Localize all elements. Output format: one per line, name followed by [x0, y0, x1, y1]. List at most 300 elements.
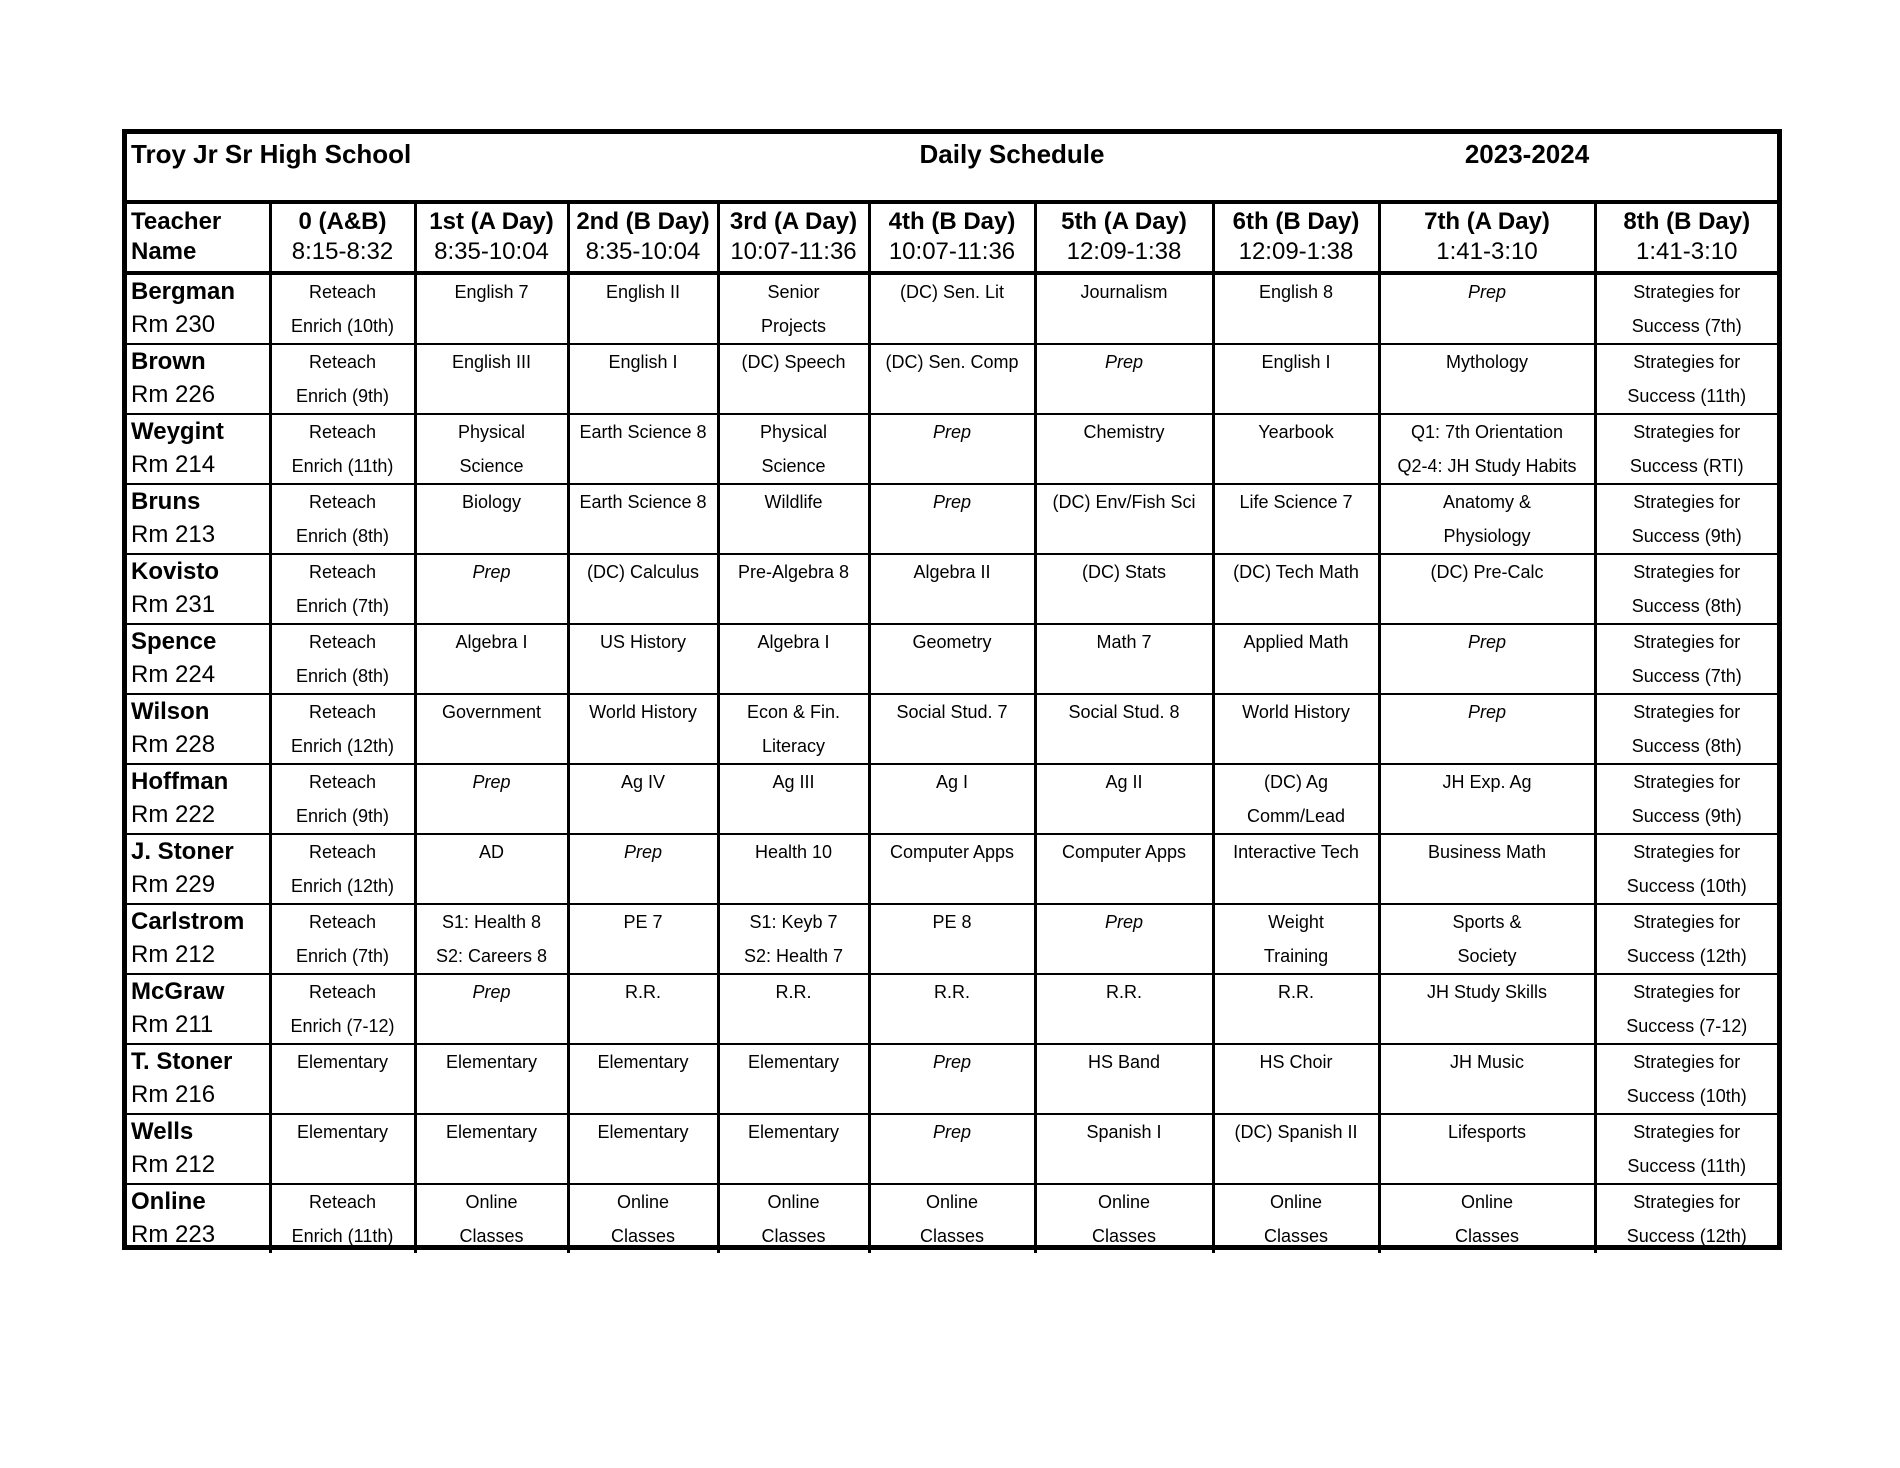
class-text: Business Math: [1427, 842, 1547, 862]
class-text: JH Music: [1449, 1052, 1524, 1072]
class-text: Prep: [1467, 632, 1507, 652]
schedule-body: [127, 273, 1777, 1253]
class-cell: [1035, 1044, 1213, 1114]
class-text: Lifesports: [1447, 1122, 1527, 1142]
class-cell: [1035, 554, 1213, 624]
class-text: English I: [608, 352, 678, 372]
class-text: Enrich (9th): [295, 806, 390, 826]
class-cell: [1595, 624, 1777, 694]
class-text: Reteach: [308, 352, 377, 372]
class-text: Classes: [919, 1226, 985, 1246]
class-cell: [1213, 764, 1379, 834]
class-text: Classes: [459, 1226, 524, 1246]
teacher-cell: [127, 273, 270, 344]
class-cell: [415, 694, 568, 764]
class-cell: [1213, 1184, 1379, 1253]
class-text: Reteach: [308, 492, 377, 512]
class-cell: [1035, 1184, 1213, 1253]
teacher-name: McGraw: [131, 978, 225, 1005]
class-text: Elementary: [296, 1122, 389, 1142]
class-text: Enrich (7th): [295, 946, 390, 966]
class-text: Comm/Lead: [1246, 806, 1346, 826]
class-cell: [415, 834, 568, 904]
class-text: Strategies for: [1633, 912, 1741, 932]
class-text: Math 7: [1096, 632, 1152, 652]
teacher-room: Rm 222: [131, 801, 216, 828]
class-text: Success (11th): [1627, 386, 1747, 406]
class-cell: [270, 273, 415, 344]
class-text: Success (9th): [1631, 806, 1742, 826]
class-cell: [1213, 554, 1379, 624]
class-cell: [270, 834, 415, 904]
class-text: World History: [589, 702, 697, 722]
class-text: Computer Apps: [1061, 842, 1187, 862]
teacher-name: Wilson: [131, 698, 210, 725]
teacher-name: Brown: [131, 348, 206, 375]
class-cell: [270, 694, 415, 764]
class-text: Q2-4: JH Study Habits: [1397, 456, 1577, 476]
class-cell: [1213, 484, 1379, 554]
class-text: Reteach: [308, 282, 377, 302]
class-cell: [1213, 344, 1379, 414]
class-cell: [1035, 694, 1213, 764]
class-text: Strategies for: [1633, 1122, 1741, 1142]
teacher-room: Rm 229: [131, 871, 216, 898]
teacher-column-header: [127, 204, 270, 273]
class-text: Reteach: [308, 1192, 377, 1212]
class-text: Prep: [1104, 912, 1144, 932]
class-text: R.R.: [1278, 982, 1314, 1002]
class-text: (DC) Spanish II: [1234, 1122, 1358, 1142]
class-cell: [415, 1184, 568, 1253]
class-text: Mythology: [1445, 352, 1529, 372]
schedule-table-frame: [122, 129, 1782, 1250]
class-cell: [1595, 974, 1777, 1044]
class-text: Enrich (11th): [291, 1226, 394, 1246]
class-text: Success (10th): [1626, 876, 1747, 896]
teacher-room: Rm 212: [131, 1151, 216, 1178]
class-cell: [718, 694, 869, 764]
period-header-8: [1595, 204, 1777, 273]
class-text: Prep: [1467, 282, 1507, 302]
class-text: Prep: [932, 1122, 972, 1142]
class-text: Society: [1457, 946, 1517, 966]
class-text: Social Stud. 7: [896, 702, 1008, 722]
table-row: [127, 414, 1777, 484]
class-cell: [568, 834, 718, 904]
class-cell: [1035, 624, 1213, 694]
period-time: 1:41-3:10: [1436, 238, 1538, 265]
table-row: [127, 624, 1777, 694]
class-text: English III: [451, 352, 532, 372]
class-text: Enrich (9th): [295, 386, 390, 406]
class-text: Online: [616, 1192, 670, 1212]
teacher-room: Rm 230: [131, 311, 216, 338]
class-text: Elementary: [597, 1122, 689, 1142]
class-text: Algebra II: [913, 562, 991, 582]
period-label: 8th (B Day): [1623, 208, 1751, 235]
class-cell: [270, 1184, 415, 1253]
period-header-1: [415, 204, 568, 273]
class-cell: [1379, 834, 1595, 904]
period-time: 12:09-1:38: [1066, 238, 1182, 265]
class-text: R.R.: [1106, 982, 1142, 1002]
teacher-header-line1: Teacher: [131, 208, 222, 235]
class-cell: [270, 484, 415, 554]
class-cell: [869, 694, 1035, 764]
class-cell: [1379, 624, 1595, 694]
class-text: Prep: [1467, 702, 1507, 722]
class-cell: [869, 1114, 1035, 1184]
period-header-6: [1213, 204, 1379, 273]
class-text: R.R.: [934, 982, 970, 1002]
class-cell: [415, 624, 568, 694]
period-time: 12:09-1:38: [1238, 238, 1354, 265]
class-text: Success (7th): [1631, 666, 1742, 686]
class-text: (DC) Sen. Comp: [885, 352, 1019, 372]
class-cell: [270, 624, 415, 694]
class-text: Success (8th): [1631, 736, 1742, 756]
class-text: Senior: [767, 282, 820, 302]
class-text: Government: [441, 702, 542, 722]
class-cell: [415, 1044, 568, 1114]
class-cell: [568, 1114, 718, 1184]
period-time: 8:35-10:04: [585, 238, 701, 265]
class-cell: [1595, 1044, 1777, 1114]
class-cell: [869, 974, 1035, 1044]
period-time: 10:07-11:36: [730, 238, 857, 265]
class-cell: [415, 974, 568, 1044]
class-cell: [718, 904, 869, 974]
class-cell: [718, 834, 869, 904]
class-text: Elementary: [445, 1122, 538, 1142]
class-cell: [270, 414, 415, 484]
class-text: Physiology: [1443, 526, 1531, 546]
class-text: Strategies for: [1633, 1192, 1741, 1212]
class-cell: [1213, 904, 1379, 974]
class-text: (DC) Ag: [1263, 772, 1328, 792]
teacher-name: Kovisto: [131, 558, 220, 585]
class-cell: [1035, 1114, 1213, 1184]
class-cell: [568, 273, 718, 344]
period-label: 1st (A Day): [429, 208, 554, 235]
class-text: Reteach: [308, 912, 377, 932]
teacher-name: Weygint: [131, 418, 224, 445]
class-text: English II: [605, 282, 681, 302]
class-cell: [415, 904, 568, 974]
class-text: Spanish I: [1086, 1122, 1162, 1142]
class-cell: [869, 554, 1035, 624]
class-text: Ag II: [1105, 772, 1143, 792]
class-text: (DC) Stats: [1081, 562, 1166, 582]
schedule-grid: [127, 204, 1777, 1253]
class-cell: [1379, 484, 1595, 554]
class-text: Reteach: [308, 982, 377, 1002]
class-cell: [1213, 834, 1379, 904]
period-label: 4th (B Day): [888, 208, 1016, 235]
teacher-room: Rm 228: [131, 731, 216, 758]
class-text: Classes: [761, 1226, 826, 1246]
class-cell: [270, 974, 415, 1044]
period-label: 2nd (B Day): [576, 208, 710, 235]
class-cell: [718, 974, 869, 1044]
class-text: Success (7th): [1631, 316, 1742, 336]
class-cell: [869, 1184, 1035, 1253]
class-cell: [270, 1044, 415, 1114]
class-text: Strategies for: [1633, 492, 1741, 512]
class-text: Enrich (8th): [295, 666, 390, 686]
class-text: Social Stud. 8: [1068, 702, 1180, 722]
class-cell: [718, 624, 869, 694]
class-cell: [1379, 1114, 1595, 1184]
class-cell: [1035, 414, 1213, 484]
teacher-cell: [127, 694, 270, 764]
class-text: Success (RTI): [1629, 456, 1744, 476]
class-text: Strategies for: [1633, 842, 1741, 862]
period-header-4: [869, 204, 1035, 273]
class-text: Projects: [760, 316, 827, 336]
class-cell: [718, 414, 869, 484]
class-text: R.R.: [775, 982, 812, 1002]
class-text: Classes: [1454, 1226, 1520, 1246]
class-text: Elementary: [747, 1052, 840, 1072]
class-cell: [1379, 1044, 1595, 1114]
class-text: PE 8: [932, 912, 972, 932]
class-cell: [1379, 974, 1595, 1044]
period-header-3: [718, 204, 869, 273]
class-cell: [1379, 554, 1595, 624]
class-cell: [568, 484, 718, 554]
teacher-room: Rm 214: [131, 451, 216, 478]
class-text: (DC) Calculus: [586, 562, 700, 582]
teacher-cell: [127, 624, 270, 694]
class-text: Strategies for: [1633, 352, 1741, 372]
class-cell: [1035, 974, 1213, 1044]
class-cell: [270, 904, 415, 974]
class-cell: [568, 1044, 718, 1114]
table-row: [127, 273, 1777, 344]
class-cell: [1035, 764, 1213, 834]
class-text: Classes: [1091, 1226, 1157, 1246]
class-cell: [1379, 344, 1595, 414]
teacher-room: Rm 223: [131, 1221, 216, 1248]
table-row: [127, 764, 1777, 834]
class-text: Elementary: [597, 1052, 689, 1072]
class-text: Online: [465, 1192, 518, 1212]
class-cell: [1213, 1044, 1379, 1114]
class-cell: [718, 273, 869, 344]
class-text: Life Science 7: [1239, 492, 1353, 512]
class-text: Reteach: [308, 632, 377, 652]
class-text: Weight: [1268, 912, 1324, 932]
class-text: Prep: [472, 562, 511, 582]
teacher-cell: [127, 1044, 270, 1114]
class-cell: [1035, 834, 1213, 904]
class-text: Classes: [610, 1226, 676, 1246]
school-name: Troy Jr Sr High School: [131, 139, 412, 169]
class-text: Geometry: [912, 632, 992, 652]
header-row: [127, 204, 1777, 273]
class-text: S2: Careers 8: [435, 946, 548, 966]
teacher-name: Spence: [131, 628, 217, 655]
teacher-cell: [127, 414, 270, 484]
teacher-room: Rm 211: [131, 1011, 214, 1038]
teacher-name: Bruns: [131, 488, 201, 515]
class-cell: [568, 624, 718, 694]
class-text: Online: [925, 1192, 979, 1212]
teacher-room: Rm 224: [131, 661, 216, 688]
class-cell: [1595, 834, 1777, 904]
class-text: Strategies for: [1633, 282, 1741, 302]
class-text: Elementary: [445, 1052, 538, 1072]
class-cell: [415, 273, 568, 344]
class-text: Science: [459, 456, 524, 476]
class-cell: [1213, 694, 1379, 764]
class-text: English 8: [1258, 282, 1334, 302]
class-text: Strategies for: [1633, 562, 1741, 582]
period-label: 5th (A Day): [1061, 208, 1187, 235]
class-text: Enrich (12th): [290, 876, 395, 896]
period-header-5: [1035, 204, 1213, 273]
teacher-cell: [127, 764, 270, 834]
class-text: US History: [599, 632, 686, 652]
class-cell: [1035, 273, 1213, 344]
period-label: 0 (A&B): [298, 208, 387, 235]
class-text: Wildlife: [764, 492, 823, 512]
class-cell: [568, 764, 718, 834]
school-year: 2023-2024: [1464, 139, 1590, 169]
teacher-cell: [127, 344, 270, 414]
period-time: 10:07-11:36: [888, 238, 1016, 265]
class-cell: [1035, 344, 1213, 414]
class-text: Enrich (7th): [295, 596, 390, 616]
class-cell: [718, 1184, 869, 1253]
class-text: Online: [1097, 1192, 1151, 1212]
class-text: Algebra I: [757, 632, 830, 652]
class-text: (DC) Env/Fish Sci: [1052, 492, 1196, 512]
class-text: Strategies for: [1633, 1052, 1741, 1072]
class-text: Prep: [623, 842, 663, 862]
table-row: [127, 554, 1777, 624]
class-text: Prep: [932, 1052, 972, 1072]
class-cell: [1595, 344, 1777, 414]
class-cell: [1379, 694, 1595, 764]
teacher-name: Wells: [131, 1118, 194, 1145]
class-text: Earth Science 8: [579, 492, 707, 512]
teacher-name: J. Stoner: [131, 838, 234, 865]
teacher-cell: [127, 1114, 270, 1184]
class-text: Success (12th): [1626, 946, 1747, 966]
class-cell: [718, 764, 869, 834]
period-time: 8:15-8:32: [291, 238, 394, 265]
class-text: Ag IV: [620, 772, 666, 792]
class-text: Prep: [932, 422, 972, 442]
class-text: Strategies for: [1633, 702, 1741, 722]
class-text: Online: [1269, 1192, 1323, 1212]
class-cell: [568, 904, 718, 974]
class-cell: [1379, 1184, 1595, 1253]
class-text: Chemistry: [1083, 422, 1165, 442]
class-cell: [869, 904, 1035, 974]
class-cell: [415, 764, 568, 834]
period-time: 8:35-10:04: [434, 238, 549, 265]
class-text: Prep: [1104, 352, 1144, 372]
class-cell: [869, 484, 1035, 554]
class-text: Algebra I: [455, 632, 528, 652]
teacher-cell: [127, 1184, 270, 1253]
class-text: JH Study Skills: [1426, 982, 1548, 1002]
class-cell: [869, 344, 1035, 414]
teacher-name: Carlstrom: [131, 908, 245, 935]
period-label: 3rd (A Day): [729, 208, 858, 235]
class-text: Reteach: [308, 422, 377, 442]
class-text: R.R.: [625, 982, 661, 1002]
class-cell: [718, 1044, 869, 1114]
class-cell: [270, 1114, 415, 1184]
class-text: Online: [767, 1192, 820, 1212]
class-text: Applied Math: [1243, 632, 1349, 652]
teacher-cell: [127, 904, 270, 974]
class-text: Enrich (8th): [295, 526, 390, 546]
class-text: Physical: [457, 422, 526, 442]
class-text: (DC) Pre-Calc: [1430, 562, 1544, 582]
teacher-room: Rm 212: [131, 941, 216, 968]
title-bar: [127, 134, 1777, 204]
class-cell: [869, 273, 1035, 344]
class-text: Enrich (7-12): [290, 1016, 395, 1036]
class-cell: [270, 764, 415, 834]
class-text: Elementary: [296, 1052, 389, 1072]
class-cell: [1379, 414, 1595, 484]
class-cell: [1595, 904, 1777, 974]
class-text: Success (10th): [1626, 1086, 1747, 1106]
teacher-cell: [127, 834, 270, 904]
class-cell: [869, 1044, 1035, 1114]
teacher-name: Online: [131, 1188, 206, 1215]
class-cell: [718, 484, 869, 554]
class-text: Literacy: [761, 736, 826, 756]
class-text: English 7: [454, 282, 529, 302]
teacher-cell: [127, 484, 270, 554]
class-cell: [415, 414, 568, 484]
page-title: Daily Schedule: [919, 139, 1105, 169]
class-text: Elementary: [747, 1122, 840, 1142]
class-cell: [568, 414, 718, 484]
class-text: Earth Science 8: [579, 422, 707, 442]
teacher-room: Rm 226: [131, 381, 216, 408]
table-row: [127, 834, 1777, 904]
period-time: 1:41-3:10: [1636, 238, 1738, 265]
class-cell: [1595, 554, 1777, 624]
class-cell: [1213, 1114, 1379, 1184]
class-text: Strategies for: [1633, 632, 1741, 652]
class-cell: [1595, 764, 1777, 834]
class-text: (DC) Speech: [741, 352, 846, 372]
class-text: Sports &: [1452, 912, 1522, 932]
class-text: AD: [478, 842, 504, 862]
class-text: Strategies for: [1633, 422, 1741, 442]
class-text: Physical: [759, 422, 828, 442]
class-cell: [1595, 414, 1777, 484]
class-cell: [1379, 904, 1595, 974]
table-row: [127, 1044, 1777, 1114]
class-cell: [869, 414, 1035, 484]
class-text: Classes: [1263, 1226, 1329, 1246]
class-text: Reteach: [308, 702, 377, 722]
class-text: JH Exp. Ag: [1442, 772, 1532, 792]
period-header-7: [1379, 204, 1595, 273]
class-cell: [1213, 414, 1379, 484]
